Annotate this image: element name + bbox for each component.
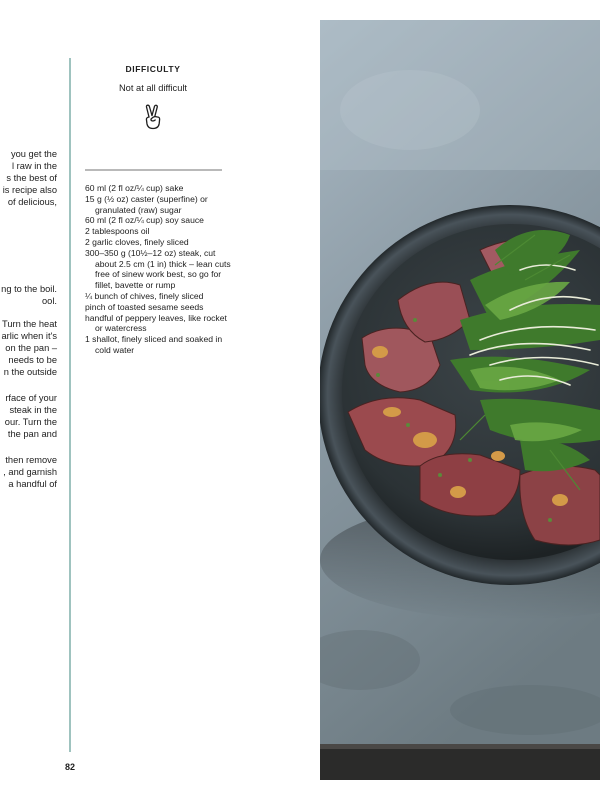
ingredients-list [85, 183, 235, 356]
method-line: our. Turn the [4, 417, 57, 427]
method-paragraph [0, 392, 57, 440]
ingredient-item: ¼ bunch of chives, finely sliced [85, 290, 204, 301]
method-paragraph [0, 454, 57, 490]
peace-hand-icon [143, 104, 163, 130]
ingredient-item: 60 ml (2 fl oz/¼ cup) sake [85, 183, 184, 193]
ingredients-divider [85, 169, 222, 171]
difficulty-block [108, 64, 198, 130]
ingredient-item: 1 shallot, finely sliced and soaked in cold water [85, 334, 223, 355]
ingredient-item: 2 garlic cloves, finely sliced [85, 236, 189, 247]
difficulty-value: Not at all difficult [118, 83, 188, 93]
ingredient-item: 60 ml (2 fl oz/¼ cup) soy sauce [85, 215, 204, 226]
method-line: then remove [5, 455, 57, 465]
method-text [0, 148, 57, 501]
ingredient-item: handful of peppery leaves, like rocket or watercress [85, 312, 227, 334]
method-line: is recipe also [2, 185, 57, 195]
method-line: a handful of [8, 479, 57, 489]
column-divider [69, 58, 71, 752]
method-line: you get the [10, 149, 57, 159]
method-line: the pan and [7, 429, 57, 439]
method-line: Turn the heat [2, 319, 57, 329]
food-photo-illustration [320, 20, 600, 780]
page-number: 82 [65, 762, 76, 772]
method-paragraph [0, 148, 57, 208]
method-line: l raw in the [12, 161, 57, 171]
method-line: ool. [42, 296, 57, 306]
method-line: ng to the boil. [1, 284, 57, 294]
ingredient-item: pinch of toasted sesame seeds [85, 301, 204, 312]
method-line: on the pan – [5, 343, 57, 353]
method-line: n the outside [3, 367, 57, 377]
difficulty-label: DIFFICULTY [125, 64, 181, 74]
method-line: steak in the [9, 405, 57, 415]
method-line: of delicious, [7, 197, 57, 207]
ingredient-item: 300–350 g (10½–12 oz) steak, cut about 2.5 cm (1 in) thick – lean cuts free of sinew work best, so go for fillet, bavette or rump [85, 247, 231, 291]
ingredient-item: 15 g (½ oz) caster (superfine) or granulated (raw) sugar [85, 193, 208, 215]
food-photo [320, 20, 600, 780]
method-line: , and garnish [3, 467, 57, 477]
method-line: s the best of [6, 173, 57, 183]
method-line: rface of your [5, 393, 57, 403]
method-paragraph [0, 283, 57, 307]
method-line: arlic when it's [1, 331, 57, 341]
ingredient-item: 2 tablespoons oil [85, 226, 150, 237]
method-line: needs to be [8, 355, 57, 365]
method-paragraph [0, 318, 57, 378]
